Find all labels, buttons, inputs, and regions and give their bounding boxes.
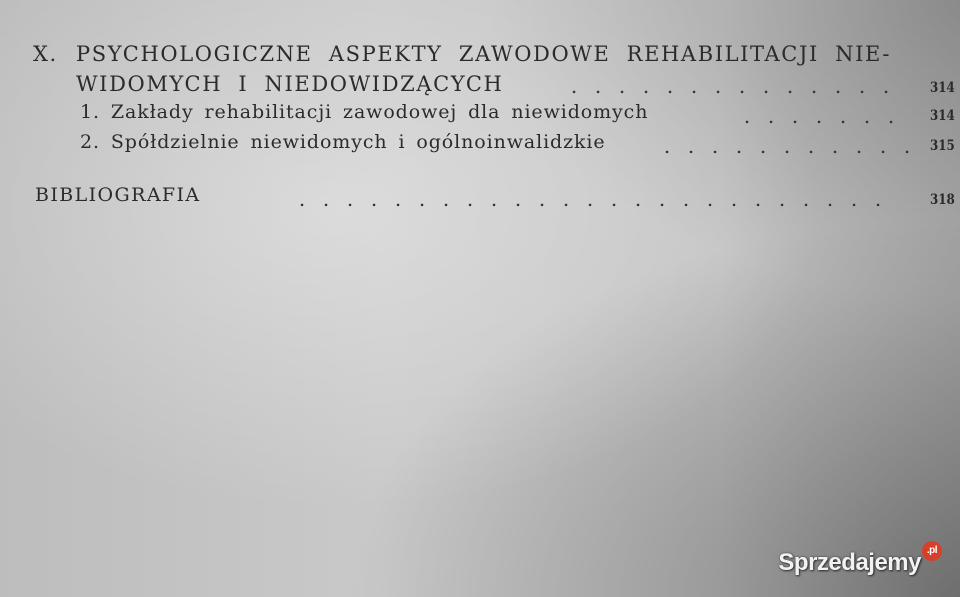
entry-1-page-number: 314 xyxy=(930,108,955,124)
chapter-page-number: 314 xyxy=(930,80,955,96)
chapter-numeral: X. xyxy=(33,42,58,66)
leader-dots-bibliography: . . . . . . . . . . . . . . . . . . . . . . . . . xyxy=(298,187,882,211)
toc-entry-1: 1. Zakłady rehabilitacji zawodowej dla niewidomych xyxy=(80,101,649,123)
chapter-title-line1: PSYCHOLOGICZNE ASPEKTY ZAWODOWE REHABILITACJI NIE- xyxy=(76,42,892,66)
leader-dots-entry-2: . . . . . . . . . . . xyxy=(663,134,911,158)
toc-entry-2: 2. Spółdzielnie niewidomych i ogólnoinwalidzkie xyxy=(80,131,606,153)
bibliography-label: BIBLIOGRAFIA xyxy=(35,184,201,206)
bibliography-page-number: 318 xyxy=(930,192,955,208)
watermark-pl-badge: .pl xyxy=(922,541,942,561)
sprzedajemy-watermark xyxy=(778,545,942,577)
watermark-text: Sprzedajemy xyxy=(778,549,921,576)
leader-dots-chapter: . . . . . . . . . . . . . . xyxy=(570,74,890,98)
entry-2-page-number: 315 xyxy=(930,138,955,154)
leader-dots-entry-1: . . . . . . . xyxy=(743,104,895,128)
chapter-title-line2: WIDOMYCH I NIEDOWIDZĄCYCH xyxy=(76,72,504,96)
